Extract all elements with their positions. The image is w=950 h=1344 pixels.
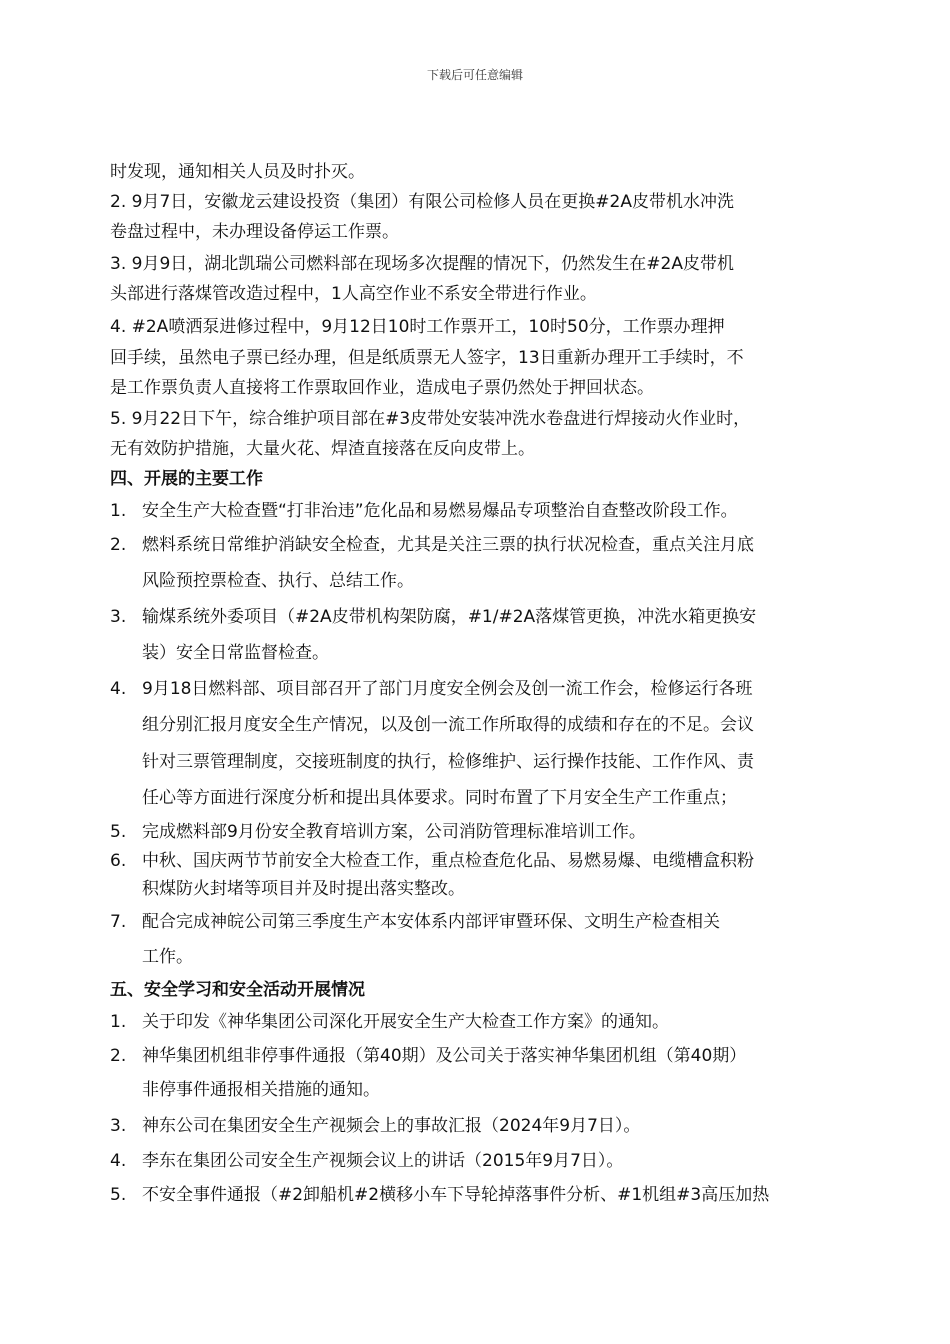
s5-item1-num: 1. [110, 1012, 127, 1032]
s4-item2-num: 2. [110, 535, 127, 555]
s4-item4-num: 4. [110, 679, 127, 699]
s4-item6-num: 6. [110, 851, 127, 871]
s4-item7-line2: 工作。 [142, 947, 193, 967]
s3-item4-line2: 回手续，虽然电子票已经办理，但是纸质票无人签字，13日重新办理开工手续时，不 [110, 348, 744, 368]
s3-item2-line1: 2. 9月7日，安徽龙云建设投资（集团）有限公司检修人员在更换#2A皮带机水冲洗 [110, 192, 734, 212]
s4-item2-line1: 燃料系统日常维护消缺安全检查，尤其是关注三票的执行状况检查，重点关注月底 [142, 535, 754, 555]
s4-item3-line2: 装）安全日常监督检查。 [142, 643, 329, 663]
s4-item4-line2: 组分别汇报月度安全生产情况，以及创一流工作所取得的成绩和存在的不足。会议 [142, 715, 754, 735]
s5-item4-num: 4. [110, 1151, 127, 1171]
s3-item3-line2: 头部进行落煤管改造过程中，1人高空作业不系安全带进行作业。 [110, 284, 597, 304]
s4-item4-line4: 任心等方面进行深度分析和提出具体要求。同时布置了下月安全生产工作重点； [142, 788, 737, 808]
s4-item4 [110, 679, 752, 699]
s4-item4-line1: 9月18日燃料部、项目部召开了部门月度安全例会及创一流工作会，检修运行各班 [142, 679, 753, 699]
s4-item6 [110, 851, 754, 871]
s4-item3 [110, 607, 756, 627]
s5-item4 [110, 1151, 623, 1171]
s5-item5-line1: 不安全事件通报（#2卸船机#2横移小车下导轮掉落事件分析、#1机组#3高压加热 [142, 1185, 770, 1205]
s4-item7-line1: 配合完成神皖公司第三季度生产本安体系内部评审暨环保、文明生产检查相关 [142, 912, 720, 932]
s5-item2 [110, 1046, 746, 1066]
s4-item3-num: 3. [110, 607, 127, 627]
s5-item2-line1: 神华集团机组非停事件通报（第40期）及公司关于落实神华集团机组（第40期） [142, 1046, 747, 1066]
s3-item4-line1: 4. #2A喷洒泵进修过程中，9月12日10时工作票开工，10时50分，工作票办理押 [110, 317, 725, 337]
s4-item7-num: 7. [110, 912, 127, 932]
s4-item6-line1: 中秋、国庆两节节前安全大检查工作，重点检查危化品、易燃易爆、电缆槽盒积粉 [142, 851, 754, 871]
section5-heading: 五、安全学习和安全活动开展情况 [110, 980, 365, 1000]
s5-item3-num: 3. [110, 1116, 127, 1136]
s5-item3 [110, 1116, 640, 1136]
s4-item6-line2: 积煤防火封堵等项目并及时提出落实整改。 [142, 879, 465, 899]
s5-item5 [110, 1185, 769, 1205]
page-header-note: 下载后可任意编辑 [426, 68, 523, 82]
s3-item3-line1: 3. 9月9日，湖北凯瑞公司燃料部在现场多次提醒的情况下，仍然发生在#2A皮带机 [110, 254, 734, 274]
s5-item3-line1: 神东公司在集团安全生产视频会上的事故汇报（2024年9月7日）。 [142, 1116, 641, 1136]
s5-item1 [110, 1012, 669, 1032]
s3-item5-line1: 5. 9月22日下午，综合维护项目部在#3皮带处安装冲洗水卷盘进行焊接动火作业时， [110, 409, 751, 429]
s5-item1-line1: 关于印发《神华集团公司深化开展安全生产大检查工作方案》的通知。 [142, 1012, 669, 1032]
s3-item2-line2: 卷盘过程中，未办理设备停运工作票。 [110, 222, 399, 242]
s5-item2-num: 2. [110, 1046, 127, 1066]
s4-item2-line2: 风险预控票检查、执行、总结工作。 [142, 571, 414, 591]
s4-item5-line1: 完成燃料部9月份安全教育培训方案，公司消防管理标准培训工作。 [142, 822, 646, 842]
s3-item1-line1: 时发现，通知相关人员及时扑灭。 [110, 162, 365, 182]
s4-item7 [110, 912, 720, 932]
s3-item5-line2: 无有效防护措施，大量火花、焊渣直接落在反向皮带上。 [110, 439, 535, 459]
section4-heading: 四、开展的主要工作 [110, 469, 263, 489]
s4-item5 [110, 822, 646, 842]
s4-item1-line1: 安全生产大检查暨“打非治违”危化品和易燃易爆品专项整治自查整改阶段工作。 [142, 501, 738, 521]
s5-item2-line2: 非停事件通报相关措施的通知。 [142, 1080, 380, 1100]
s5-item5-num: 5. [110, 1185, 127, 1205]
s4-item4-line3: 针对三票管理制度，交接班制度的执行，检修维护、运行操作技能、工作作风、责 [142, 752, 754, 772]
s5-item4-line1: 李东在集团公司安全生产视频会议上的讲话（2015年9月7日）。 [142, 1151, 624, 1171]
s3-item4-line3: 是工作票负责人直接将工作票取回作业，造成电子票仍然处于押回状态。 [110, 378, 654, 398]
s4-item3-line1: 输煤系统外委项目（#2A皮带机构架防腐，#1/#2A落煤管更换，冲洗水箱更换安 [142, 607, 757, 627]
s4-item1-num: 1. [110, 501, 127, 521]
s4-item2 [110, 535, 754, 555]
s4-item5-num: 5. [110, 822, 127, 842]
s4-item1 [110, 501, 738, 521]
